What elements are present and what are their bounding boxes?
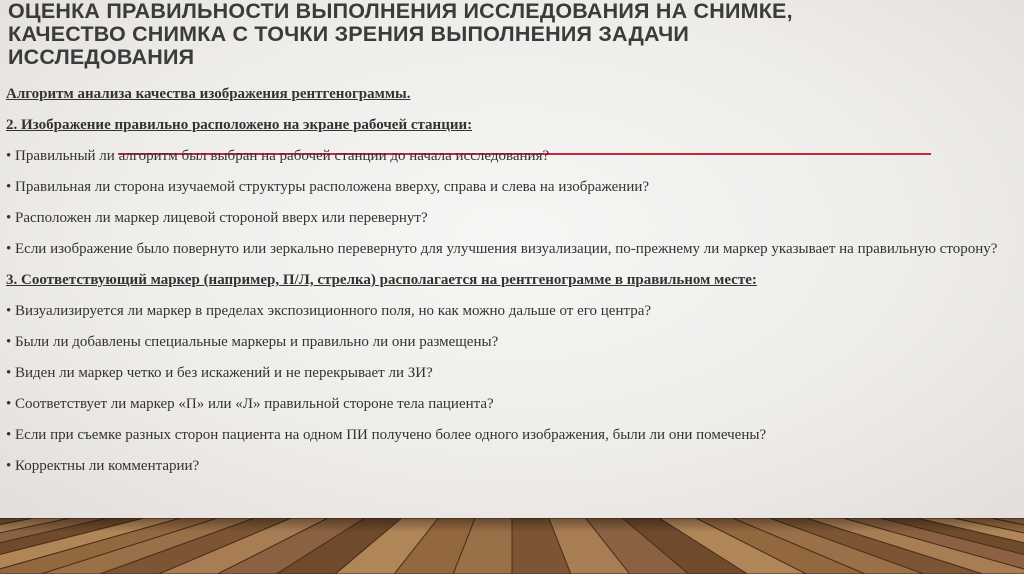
floor-planks-graphic <box>0 518 1024 574</box>
wooden-floor-background <box>0 518 1024 574</box>
title-line-3: ИССЛЕДОВАНИЯ <box>8 45 195 69</box>
list-item: • Если при съемке разных сторон пациента на одном ПИ получено более одного изображения, были ли они помечены? <box>6 427 767 443</box>
list-item: • Правильный ли алгоритм был выбран на рабочей станции до начала исследования? <box>6 148 550 164</box>
list-item: • Если изображение было повернуто или зеркально перевернуто для улучшения визуализации, по-прежнему ли маркер указывает на правильную сторону? <box>6 241 998 257</box>
section-2-heading: 2. Изображение правильно расположено на экране рабочей станции: <box>6 117 473 133</box>
slide-title <box>8 0 1018 69</box>
list-item: • Были ли добавлены специальные маркеры и правильно ли они размещены? <box>6 334 499 350</box>
subtitle-heading: Алгоритм анализа качества изображения рентгенограммы. <box>6 86 411 102</box>
list-item: • Соответствует ли маркер «П» или «Л» правильной стороне тела пациента? <box>6 396 494 412</box>
list-item: • Корректны ли комментарии? <box>6 458 200 474</box>
list-item: • Виден ли маркер четко и без искажений и не перекрывает ли ЗИ? <box>6 365 433 381</box>
list-item: • Правильная ли сторона изучаемой структуры расположена вверху, справа и слева на изображении? <box>6 179 650 195</box>
slide-content <box>6 85 1018 475</box>
list-item: • Расположен ли маркер лицевой стороной вверх или перевернут? <box>6 210 428 226</box>
title-line-1: ОЦЕНКА ПРАВИЛЬНОСТИ ВЫПОЛНЕНИЯ ИССЛЕДОВАНИЯ НА СНИМКЕ, <box>8 0 793 23</box>
section-3-heading: 3. Соответствующий маркер (например, П/Л, стрелка) располагается на рентгенограмме в правильном месте: <box>6 272 757 288</box>
title-line-2: КАЧЕСТВО СНИМКА С ТОЧКИ ЗРЕНИЯ ВЫПОЛНЕНИЯ ЗАДАЧИ <box>8 22 690 46</box>
list-item: • Визуализируется ли маркер в пределах экспозиционного поля, но как можно дальше от его центра? <box>6 303 652 319</box>
